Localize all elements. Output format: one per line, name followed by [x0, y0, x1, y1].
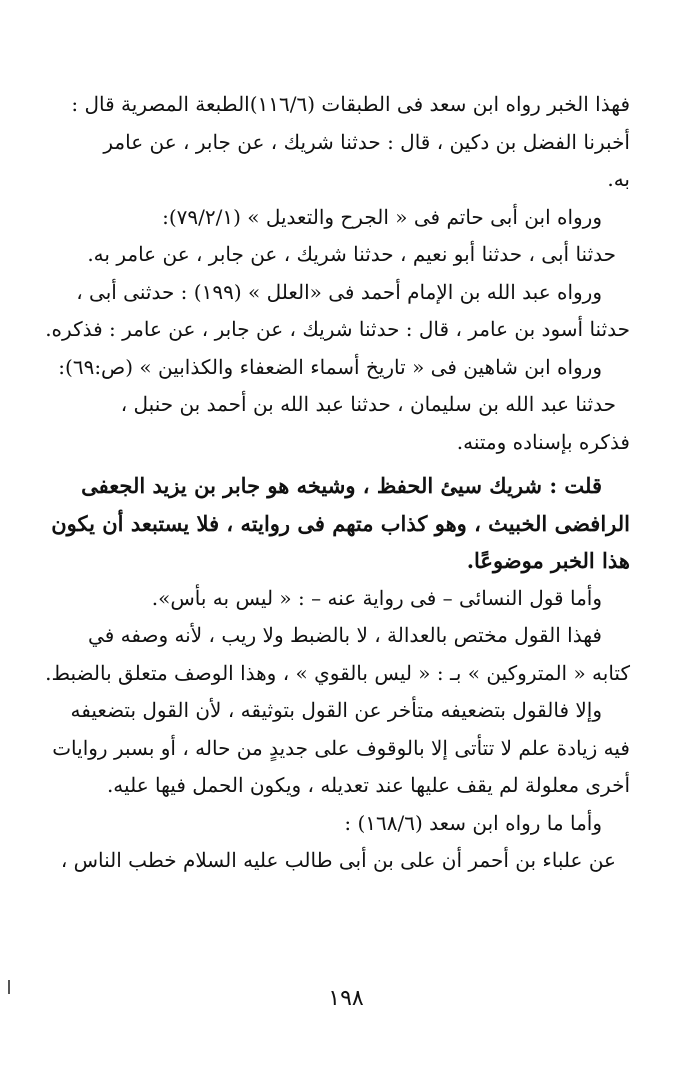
- text-line: حدثنا أسود بن عامر ، قال : حدثنا شريك ، عن جابر ، عن عامر : فذكره.: [45, 317, 630, 341]
- text-line-bold: هذا الخبر موضوعًا.: [466, 548, 630, 573]
- page-number: ١٩٨: [328, 986, 364, 1011]
- text-line: ورواه ابن أبى حاتم فى « الجرح والتعديل » (٧٩/٢/١):: [162, 204, 602, 229]
- text-line: ورواه ابن شاهين فى « تاريخ أسماء الضعفاء والكذابين » (ص:٦٩):: [58, 354, 602, 379]
- text-line: وأما قول النسائى – فى رواية عنه – : « ليس به بأس».: [151, 585, 602, 610]
- text-line: حدثنا عبد الله بن سليمان ، حدثنا عبد الله بن أحمد بن حنبل ،: [120, 392, 616, 416]
- text-line: وأما ما رواه ابن سعد (١٦٨/٦) :: [344, 810, 602, 835]
- text-line-bold: الرافضى الخبيث ، وهو كذاب متهم فى روايته ، فلا يستبعد أن يكون: [51, 510, 630, 536]
- text-line: أخرى معلولة لم يقف عليها عند تعديله ، ويكون الحمل فيها عليه.: [106, 773, 630, 797]
- scan-edge-mark: [8, 980, 10, 994]
- text-line: كتابه « المتروكين » بـ : « ليس بالقوي » ، وهذا الوصف متعلق بالضبط.: [45, 660, 630, 685]
- text-line-bold: قلت : شريك سيئ الحفظ ، وشيخه هو جابر بن يزيد الجعفى: [81, 473, 602, 498]
- text-line: فهذا القول مختص بالعدالة ، لا بالضبط ولا ريب ، لأنه وصفه في: [88, 623, 602, 647]
- page-body: [45, 86, 630, 880]
- text-line: أخبرنا الفضل بن دكين ، قال : حدثنا شريك ، عن جابر ، عن عامر: [103, 129, 630, 154]
- text-line: وإلا فالقول بتضعيفه متأخر عن القول بتوثيقه ، لأن القول بتضعيفه: [70, 698, 602, 722]
- text-line: فهذا الخبر رواه ابن سعد فى الطبقات (١١٦/٦)الطبعة المصرية قال :: [71, 92, 630, 116]
- text-line: به.: [607, 167, 630, 191]
- text-line: فذكره بإسناده ومتنه.: [456, 429, 630, 454]
- text-line: ورواه عبد الله بن الإمام أحمد فى «العلل » (١٩٩) : حدثنى أبى ،: [76, 279, 602, 304]
- text-line: حدثنا أبى ، حدثنا أبو نعيم ، حدثنا شريك ، عن جابر ، عن عامر به.: [87, 242, 616, 266]
- text-line: عن علباء بن أحمر أن على بن أبى طالب عليه السلام خطب الناس ،: [60, 848, 616, 872]
- text-line: فيه زيادة علم لا تتأتى إلا بالوقوف على جديدٍ من حاله ، أو بسبر روايات: [52, 735, 630, 760]
